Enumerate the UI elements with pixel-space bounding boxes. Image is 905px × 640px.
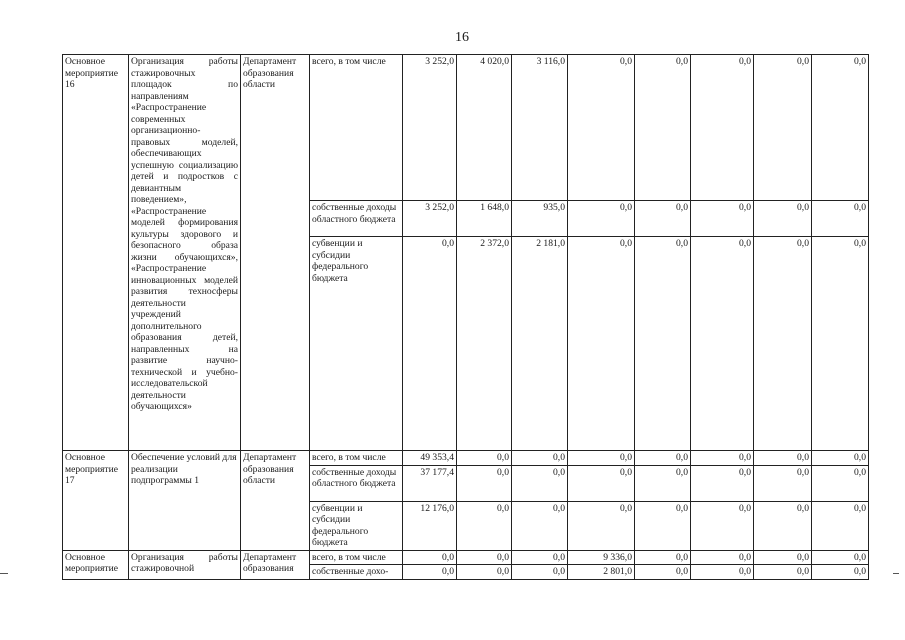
value-cell: 0,0 [812,501,869,550]
funding-source: субвенции и субсидии федерального бюджета [310,501,403,550]
value-cell: 0,0 [568,465,635,501]
value-cell: 0,0 [635,201,691,237]
value-cell: 0,0 [568,501,635,550]
value-cell: 0,0 [812,201,869,237]
value-cell: 0,0 [568,201,635,237]
value-cell: 0,0 [635,565,691,580]
value-cell: 0,0 [403,565,457,580]
measure-description: Организация работы стажировочных площадок по направлениям «Распространение современных организационно-правовых моделей, обеспечивающих успешную социализацию детей и подростков с девиантным поведением», «Распространение моделей формирования культуры здорового и безопасного образа жизни обучающихся», «Распространение инновационных моделей развития техносферы деятельности учреждений дополнительного образования детей, направленных на развитие научно-технической и учебно-исследовательской деятельности обучающихся» [129,55,241,451]
value-cell: 2 372,0 [457,237,512,451]
value-cell: 0,0 [691,55,754,201]
funding-source: всего, в том числе [310,550,403,565]
value-cell: 3 252,0 [403,201,457,237]
value-cell: 0,0 [754,55,812,201]
value-cell: 0,0 [691,465,754,501]
scan-edge-mark-right [893,573,899,574]
value-cell: 0,0 [635,451,691,466]
value-cell: 0,0 [403,550,457,565]
value-cell: 0,0 [635,501,691,550]
value-cell: 0,0 [457,465,512,501]
table-row [63,550,869,565]
value-cell: 9 336,0 [568,550,635,565]
value-cell: 0,0 [635,237,691,451]
value-cell: 0,0 [512,550,568,565]
value-cell: 0,0 [691,237,754,451]
value-cell: 0,0 [512,565,568,580]
value-cell: 0,0 [568,55,635,201]
table-row [63,55,869,201]
value-cell: 0,0 [754,465,812,501]
measure-name: Основное мероприятие 16 [63,55,129,451]
measure-executor: Департамент образования [241,550,310,579]
value-cell: 0,0 [635,55,691,201]
funding-source: собственные доходы областного бюджета [310,201,403,237]
value-cell: 0,0 [812,465,869,501]
funding-source: субвенции и субсидии федерального бюджета [310,237,403,451]
value-cell: 0,0 [457,550,512,565]
value-cell: 1 648,0 [457,201,512,237]
funding-source: всего, в том числе [310,55,403,201]
value-cell: 37 177,4 [403,465,457,501]
value-cell: 0,0 [635,465,691,501]
page-number: 16 [455,30,469,45]
value-cell: 0,0 [812,237,869,451]
funding-source: всего, в том числе [310,451,403,466]
measure-description: Организация работы стажировочной [129,550,241,579]
value-cell: 0,0 [691,201,754,237]
value-cell: 0,0 [403,237,457,451]
value-cell: 0,0 [635,550,691,565]
value-cell: 3 116,0 [512,55,568,201]
value-cell: 0,0 [754,565,812,580]
value-cell: 0,0 [691,550,754,565]
value-cell: 49 353,4 [403,451,457,466]
table-row [63,451,869,466]
value-cell: 0,0 [457,451,512,466]
funding-source: собственные дохо- [310,565,403,580]
value-cell: 2 181,0 [512,237,568,451]
value-cell: 0,0 [457,501,512,550]
value-cell: 0,0 [512,451,568,466]
measure-name: Основное мероприятие [63,550,129,579]
value-cell: 0,0 [754,201,812,237]
value-cell: 0,0 [691,451,754,466]
value-cell: 0,0 [568,451,635,466]
measure-executor: Департамент образования области [241,55,310,451]
value-cell: 0,0 [754,237,812,451]
value-cell: 0,0 [691,565,754,580]
value-cell: 0,0 [512,501,568,550]
value-cell: 0,0 [568,237,635,451]
measure-description: Обеспечение условий для реализации подпрограммы 1 [129,451,241,551]
value-cell: 0,0 [812,550,869,565]
value-cell: 0,0 [754,550,812,565]
value-cell: 3 252,0 [403,55,457,201]
value-cell: 0,0 [457,565,512,580]
value-cell: 935,0 [512,201,568,237]
measure-executor: Департамент образования области [241,451,310,551]
value-cell: 0,0 [812,55,869,201]
value-cell: 2 801,0 [568,565,635,580]
value-cell: 0,0 [691,501,754,550]
measure-name: Основное мероприятие 17 [63,451,129,551]
value-cell: 12 176,0 [403,501,457,550]
value-cell: 4 020,0 [457,55,512,201]
funding-source: собственные доходы областного бюджета [310,465,403,501]
scan-edge-mark-left [0,573,8,574]
value-cell: 0,0 [812,565,869,580]
value-cell: 0,0 [754,451,812,466]
value-cell: 0,0 [812,451,869,466]
value-cell: 0,0 [754,501,812,550]
value-cell: 0,0 [512,465,568,501]
budget-table [62,54,869,580]
